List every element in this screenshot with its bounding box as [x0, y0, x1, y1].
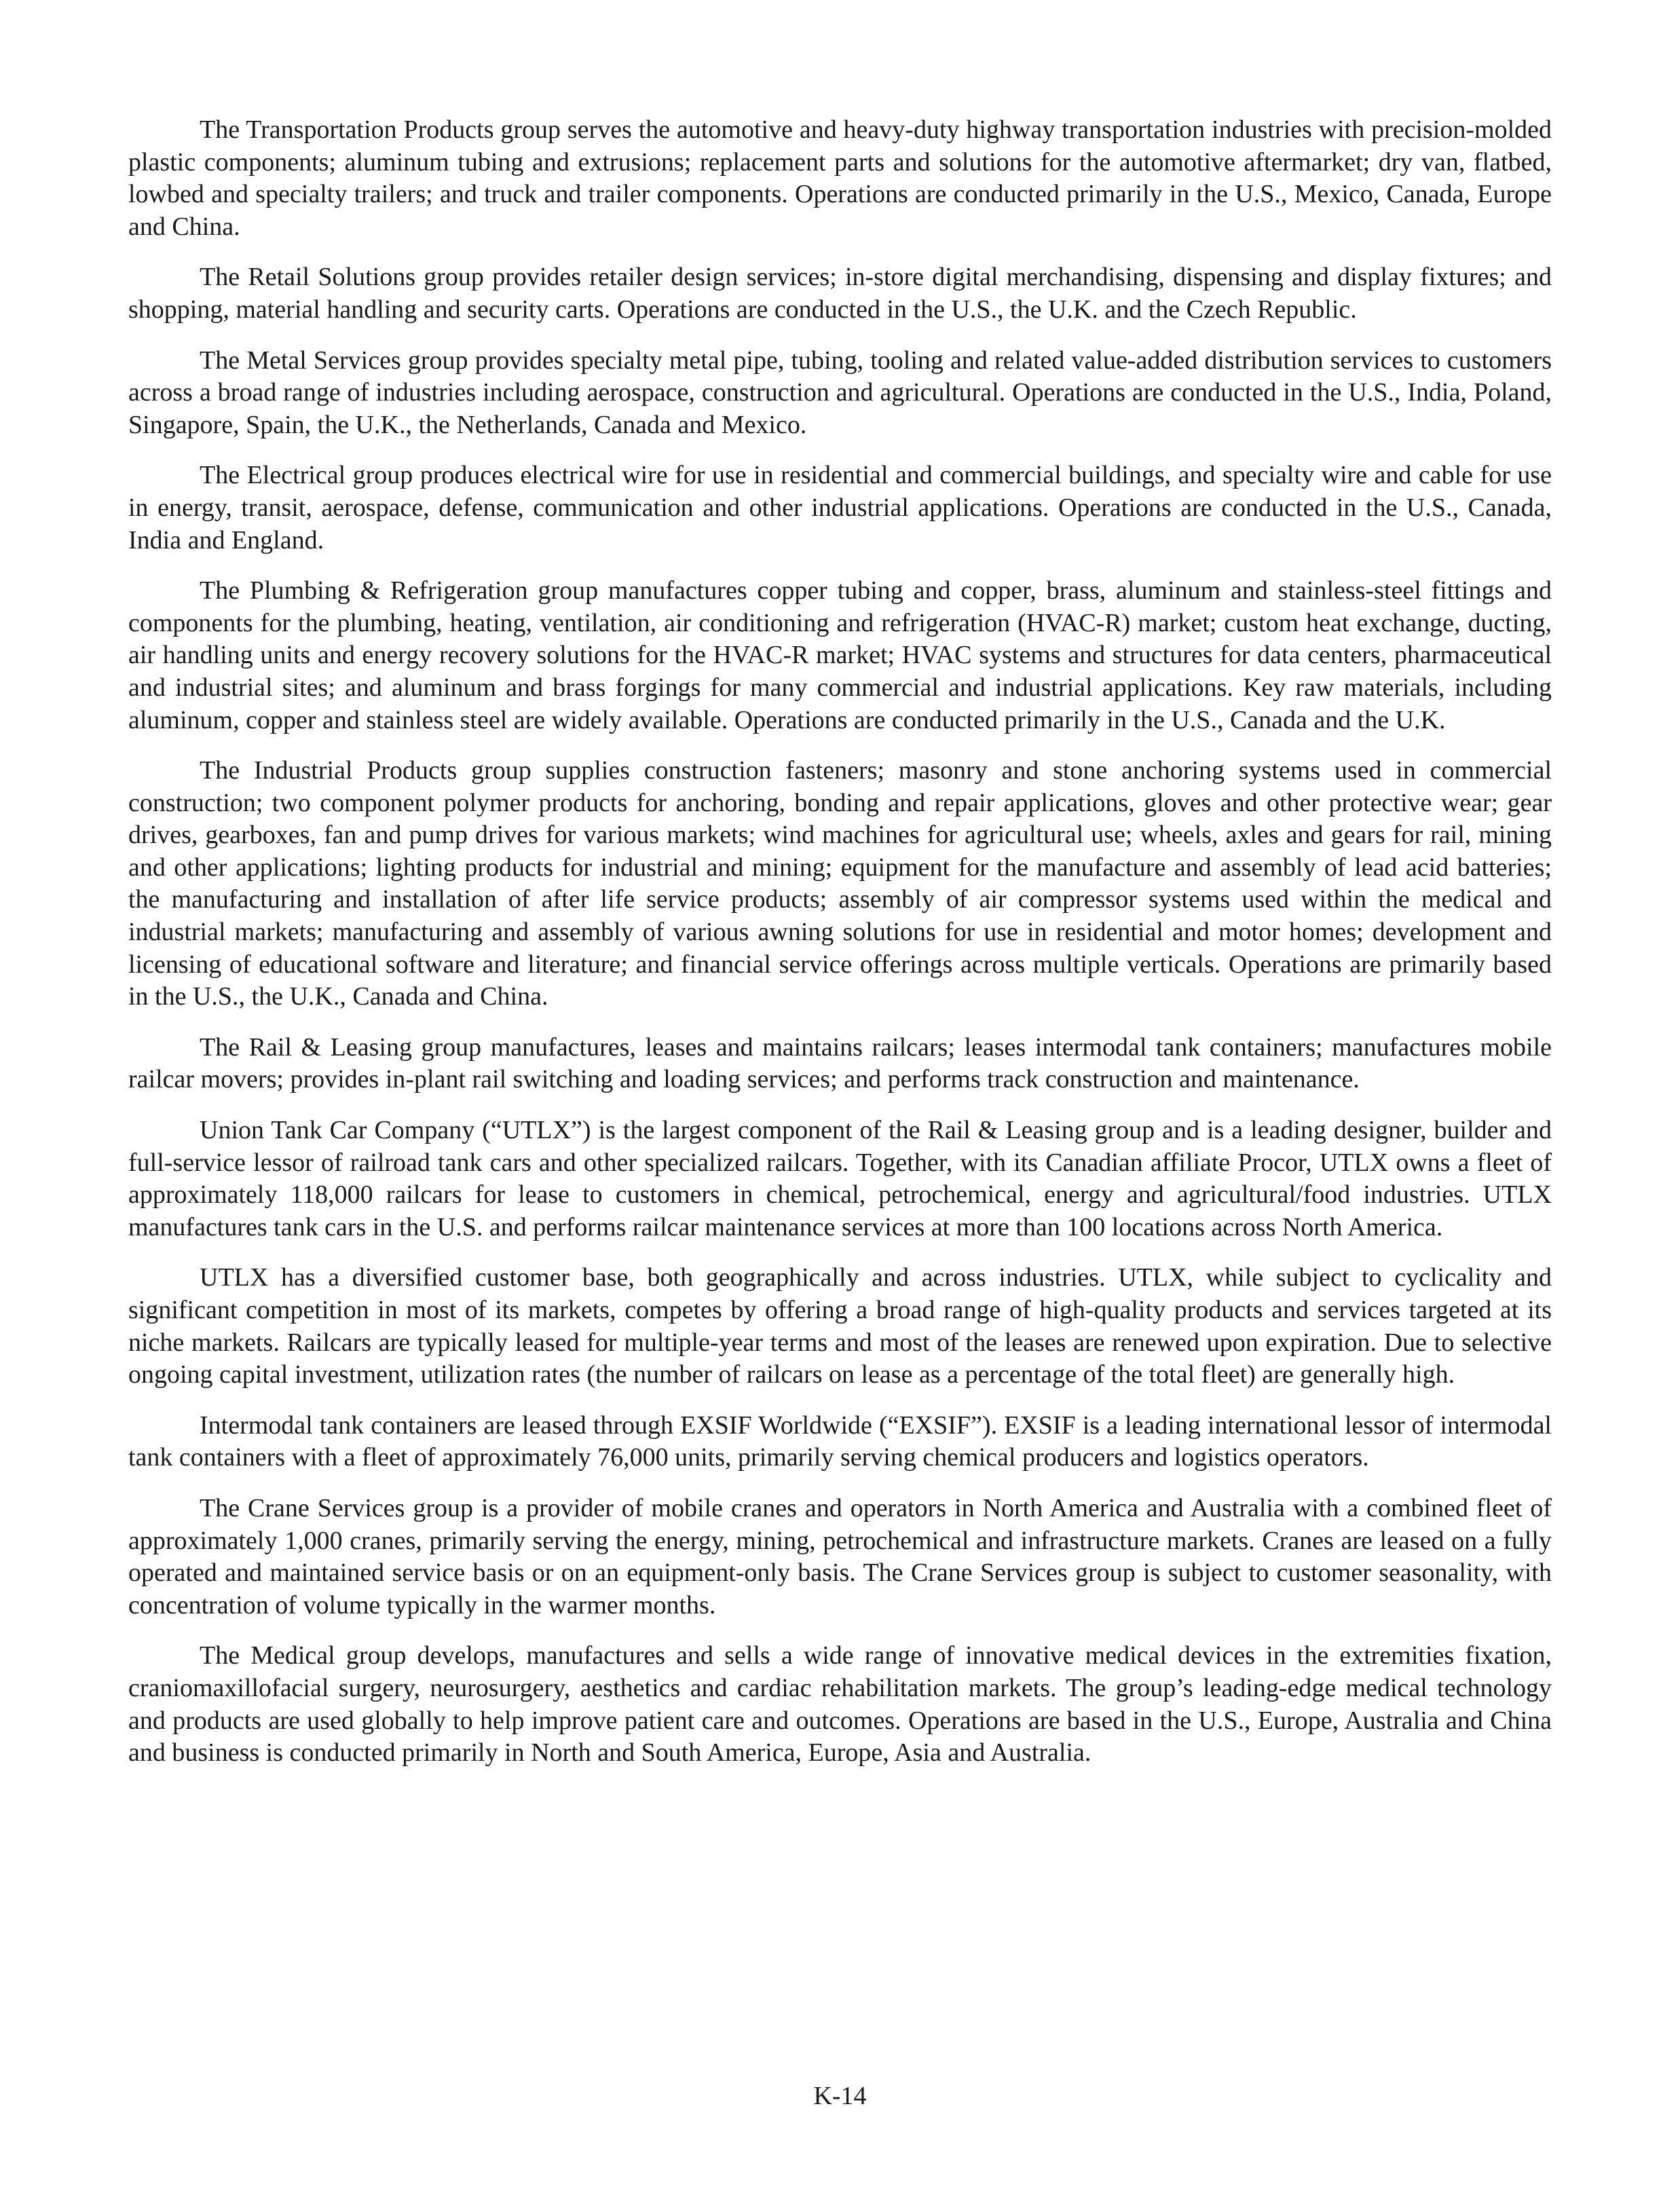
paragraph-electrical: The Electrical group produces electrical wire for use in residential and commercial buildings, and specialty wire and cable for use in energy, transit, aerospace, defense, communication and other industrial applications. Operations are conducted in the U.S., Canada, India and England. — [128, 461, 1552, 555]
paragraph-plumbing-refrigeration: The Plumbing & Refrigeration group manufactures copper tubing and copper, brass, aluminum and stainless-steel fittings and components for the plumbing, heating, ventilation, air conditioning and refrigeration (HVAC-R) market; custom heat exchange, ducting, air handling units and energy recovery solutions for the HVAC-R market; HVAC systems and structures for data centers, pharmaceutical and industrial sites; and aluminum and brass forgings for many commercial and industrial applications. Key raw materials, including aluminum, copper and stainless steel are widely available. Operations are conducted primarily in the U.S., Canada and the U.K. — [128, 576, 1552, 734]
paragraph-crane-services: The Crane Services group is a provider of mobile cranes and operators in North America and Australia with a combined fleet of approximately 1,000 cranes, primarily serving the energy, mining, petrochemical and infrastructure markets. Cranes are leased on a fully operated and maintained service basis or on an equipment-only basis. The Crane Services group is subject to customer seasonality, with concentration of volume typically in the warmer months. — [128, 1493, 1552, 1620]
paragraph-retail-solutions: The Retail Solutions group provides retailer design services; in-store digital merchandising, dispensing and display fixtures; and shopping, material handling and security carts. Operations are conducted in the U.S., the U.K. and the Czech Republic. — [128, 263, 1552, 324]
page-number: K-14 — [813, 2082, 867, 2110]
paragraph-industrial-products: The Industrial Products group supplies construction fasteners; masonry and stone anchoring systems used in commercial construction; two component polymer products for anchoring, bonding and repair applications, gloves and other protective wear; gear drives, gearboxes, fan and pump drives for various markets; wind machines for agricultural use; wheels, axles and gears for rail, mining and other applications; lighting products for industrial and mining; equipment for the manufacture and assembly of lead acid batteries; the manufacturing and installation of after life service products; assembly of air compressor systems used within the medical and industrial markets; manufacturing and assembly of various awning solutions for use in residential and motor homes; development and licensing of educational software and literature; and financial service offerings across multiple verticals. Operations are primarily based in the U.S., the U.K., Canada and China. — [128, 756, 1552, 1011]
paragraph-transportation-products: The Transportation Products group serves the automotive and heavy-duty highway transportation industries with precision-molded plastic components; aluminum tubing and extrusions; replacement parts and solutions for the automotive aftermarket; dry van, flatbed, lowbed and specialty trailers; and truck and trailer components. Operations are conducted primarily in the U.S., Mexico, Canada, Europe and China. — [128, 115, 1552, 241]
paragraph-rail-leasing: The Rail & Leasing group manufactures, leases and maintains railcars; leases intermodal tank containers; manufactures mobile railcar movers; provides in-plant rail switching and loading services; and performs track construction and maintenance. — [128, 1032, 1552, 1094]
paragraph-utlx-customers: UTLX has a diversified customer base, both geographically and across industries. UTLX, while subject to cyclicality and significant competition in most of its markets, competes by offering a broad range of high-quality products and services targeted at its niche markets. Railcars are typically leased for multiple-year terms and most of the leases are renewed upon expiration. Due to selective ongoing capital investment, utilization rates (the number of railcars on lease as a percentage of the total fleet) are generally high. — [128, 1263, 1552, 1389]
paragraph-exsif: Intermodal tank containers are leased through EXSIF Worldwide (“EXSIF”). EXSIF is a leading international lessor of intermodal tank containers with a fleet of approximately 76,000 units, primarily serving chemical producers and logistics operators. — [128, 1410, 1552, 1472]
paragraph-utlx: Union Tank Car Company (“UTLX”) is the largest component of the Rail & Leasing group and is a leading designer, builder and full-service lessor of railroad tank cars and other specialized railcars. Together, with its Canadian affiliate Procor, UTLX owns a fleet of approximately 118,000 railcars for lease to customers in chemical, petrochemical, energy and agricultural/food industries. UTLX manufactures tank cars in the U.S. and performs railcar maintenance services at more than 100 locations across North America. — [128, 1116, 1552, 1241]
paragraph-medical: The Medical group develops, manufactures and sells a wide range of innovative medical devices in the extremities fixation, craniomaxillofacial surgery, neurosurgery, aesthetics and cardiac rehabilitation markets. The group’s leading-edge medical technology and products are used globally to help improve patient care and outcomes. Operations are based in the U.S., Europe, Australia and China and business is conducted primarily in North and South America, Europe, Asia and Australia. — [128, 1641, 1552, 1767]
document-body — [128, 114, 1552, 1788]
paragraph-metal-services: The Metal Services group provides specialty metal pipe, tubing, tooling and related value-added distribution services to customers across a broad range of industries including aerospace, construction and agricultural. Operations are conducted in the U.S., India, Poland, Singapore, Spain, the U.K., the Netherlands, Canada and Mexico. — [128, 345, 1552, 439]
